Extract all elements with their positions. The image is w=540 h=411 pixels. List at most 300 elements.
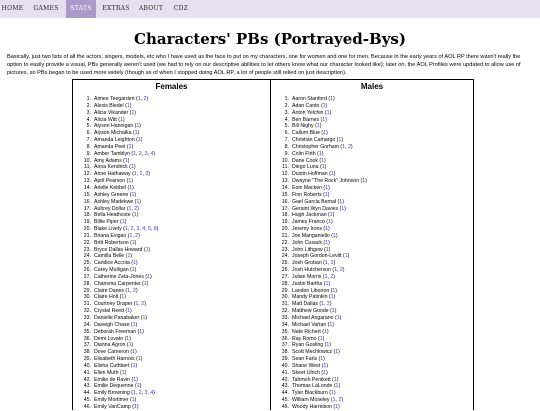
picture-link[interactable]: 1 (128, 178, 132, 185)
item-name: Deborah Freeman ( (94, 328, 140, 335)
item-name: Amber Tamblyn ( (94, 150, 134, 157)
picture-link[interactable]: 1 (318, 150, 322, 157)
picture-link[interactable]: 1 (136, 198, 140, 205)
picture-link[interactable]: 1 (362, 178, 366, 185)
picture-link[interactable]: 2 (330, 260, 334, 267)
item-number: 7. (86, 137, 91, 144)
item-name: Crystal Reed ( (94, 308, 128, 315)
item-name: Finn Roberts ( (292, 191, 325, 198)
item-name: Aubrey Dollar ( (94, 205, 129, 212)
picture-link[interactable]: 1 (136, 383, 140, 390)
item-name: Joseph Gordon-Levitt ( (292, 253, 345, 260)
item-name: Amanda Peet ( (94, 143, 129, 150)
item-name: Claire Holt ( (94, 294, 122, 301)
list-item: 1. Aimee Teegarden (1, 2) (75, 96, 158, 103)
list-item: 31. Courtney Draper (1, 2) (75, 301, 158, 308)
item-name: Adan Canto ( (292, 102, 323, 109)
picture-link[interactable]: 1 (322, 116, 326, 123)
males-column (271, 80, 473, 410)
pb-table (72, 79, 474, 410)
list-item: 3. Alicia Vikander (1) (75, 110, 158, 117)
item-number: 18. (281, 212, 289, 219)
list-item: 16. Gael Garcia Bernal (1) (273, 199, 367, 206)
picture-link[interactable]: 1 (325, 239, 329, 246)
list-item: 26. Josh Hutcherson (1, 2) (273, 267, 367, 274)
list-item: 7. Christian Camargo (1) (273, 137, 367, 144)
list-item: 19. James Franco (1) (273, 219, 367, 226)
item-number: 4. (284, 116, 289, 123)
picture-link[interactable]: 2 (330, 273, 334, 280)
item-number: 34. (281, 321, 289, 328)
nav-stats[interactable]: STATS (66, 0, 96, 18)
picture-link[interactable]: 1 (131, 239, 135, 246)
item-number: 10. (83, 157, 91, 164)
item-number: 22. (83, 239, 91, 246)
picture-link[interactable]: 1 (142, 315, 146, 321)
item-name: Ryan Gosling ( (292, 342, 327, 349)
item-number: 35. (281, 328, 289, 335)
picture-link[interactable]: 1 (128, 143, 132, 150)
picture-link[interactable]: 1 (339, 198, 343, 205)
picture-link[interactable]: 1 (320, 356, 324, 363)
item-number: 30. (281, 294, 289, 301)
picture-link[interactable]: 1 (324, 328, 327, 335)
item-name: Jeremy Irons ( (292, 226, 326, 233)
picture-link[interactable]: 1 (332, 287, 336, 294)
picture-link[interactable]: 1 (132, 362, 136, 369)
picture-link[interactable]: 4 (150, 390, 154, 397)
item-name: Alicia Witt ( (94, 116, 120, 123)
list-item: 22. John Cusack (1) (273, 240, 367, 247)
item-name: Julian Morris ( (292, 273, 325, 280)
list-item: 18. Hugh Jackman (1) (273, 212, 367, 219)
item-name: Joe Manganiello ( (292, 232, 333, 239)
list-item: 28. Charisma Carpenter (1) (75, 281, 158, 288)
picture-link[interactable]: 4 (142, 226, 146, 233)
list-item: 44. Emily Browning (1, 2, 3, 4) (75, 390, 158, 397)
picture-link[interactable]: 1 (319, 335, 323, 342)
item-name: Alyson Michalka ( (94, 130, 135, 137)
picture-link[interactable]: 1 (147, 273, 150, 280)
females-heading: Females (155, 82, 188, 91)
item-name: Matthew Goode ( (292, 308, 332, 315)
picture-link[interactable]: 3 (144, 150, 148, 157)
item-name: Shane West ( (292, 362, 324, 369)
picture-link[interactable]: 2 (132, 287, 136, 294)
list-item: 44. Tyler Blackburn (1) (273, 390, 367, 397)
item-name: Eoin Macken ( (292, 184, 326, 191)
item-name: Dove Cameron ( (94, 349, 133, 356)
list-item: 24. Camilla Belle (1) (75, 253, 158, 260)
picture-link[interactable]: 1 (326, 342, 330, 349)
list-item: 20. Jeremy Irons (1) (273, 226, 367, 233)
list-item: 6. Alyson Michalka (1) (75, 130, 158, 137)
picture-link[interactable]: 1 (136, 123, 140, 130)
picture-link[interactable]: 1 (133, 150, 137, 157)
picture-link[interactable]: 1 (134, 130, 138, 137)
list-item: 15. Ashley Greene (1) (75, 192, 158, 199)
item-name: Josh Groban ( (292, 260, 325, 267)
item-number: 46. (281, 403, 289, 410)
list-item: 34. Daveigh Chase (1) (75, 322, 158, 329)
item-number: 40. (281, 362, 289, 369)
item-number: 24. (281, 253, 289, 260)
item-name: Diego Luna ( (292, 164, 322, 171)
item-number: 10. (281, 157, 289, 164)
picture-link[interactable]: 1 (323, 362, 327, 369)
picture-link[interactable]: 2 (339, 267, 343, 274)
picture-link[interactable]: 1 (334, 267, 337, 274)
males-heading: Males (360, 82, 384, 91)
item-number: 33. (83, 315, 91, 321)
picture-link[interactable]: 1 (128, 342, 132, 349)
picture-link[interactable]: 6 (153, 226, 157, 233)
page-title: Characters' PBs (Portrayed-Bys) (134, 30, 406, 48)
item-number: 22. (281, 239, 289, 246)
item-number: 6. (284, 130, 289, 137)
picture-link[interactable]: 2 (139, 171, 143, 178)
item-number: 27. (281, 273, 289, 280)
picture-link[interactable]: 1 (133, 212, 137, 219)
item-number: 26. (281, 267, 289, 274)
item-number: 45. (83, 397, 91, 404)
picture-link[interactable]: 1 (335, 403, 339, 410)
list-item: 13. April Pearson (1) (75, 178, 158, 185)
item-number: 43. (281, 383, 289, 390)
picture-link[interactable]: 1 (131, 267, 135, 274)
item-number: 29. (281, 287, 289, 294)
nav-cdz[interactable]: CDZ (173, 5, 189, 12)
picture-link[interactable]: 3 (136, 226, 140, 233)
picture-link[interactable]: 1 (127, 287, 131, 294)
nav-about[interactable]: ABOUT (138, 5, 164, 12)
picture-link[interactable]: 1 (121, 219, 125, 226)
picture-link[interactable]: 1 (344, 253, 348, 260)
picture-link[interactable]: 1 (135, 301, 139, 308)
item-number: 8. (86, 143, 91, 150)
picture-link[interactable]: 1 (133, 376, 137, 383)
list-item: 17. Aubrey Dollar (1, 2) (75, 206, 158, 213)
list-item: 28. Justin Bartha (1) (273, 281, 367, 288)
picture-link[interactable]: 1 (129, 184, 133, 191)
item-number: 34. (83, 321, 91, 328)
picture-link[interactable]: 4 (150, 150, 154, 157)
item-number: 7. (284, 137, 289, 144)
picture-link[interactable]: 1 (342, 143, 346, 150)
list-item: 42. Tahmoh Penikett (1) (273, 377, 367, 384)
item-name: Briana Evigan ( (94, 232, 130, 239)
item-name: James Franco ( (292, 219, 329, 226)
list-item: 37. Dianna Agron (1) (75, 342, 158, 349)
item-number: 20. (281, 226, 289, 233)
list-item: 35. Nate Richert (1) (273, 329, 367, 336)
picture-link[interactable]: 1 (131, 191, 135, 198)
item-number: 28. (83, 280, 91, 287)
item-number: 6. (86, 130, 91, 137)
picture-link[interactable]: 2 (134, 205, 138, 212)
list-item: 20. Blake Lively (1, 2, 3, 4, 5, 6) (75, 226, 158, 233)
list-item: 46. Woody Harrelson (1) (273, 404, 367, 411)
item-number: 31. (281, 301, 289, 308)
item-number: 16. (83, 198, 91, 205)
item-name: Anna Kendrick ( (94, 164, 131, 171)
list-item: 23. Bryce Dallas Howard (1) (75, 247, 158, 254)
item-number: 36. (281, 335, 289, 342)
top-nav (0, 0, 540, 18)
picture-link[interactable]: 1 (321, 164, 325, 171)
item-name: Skeet Ulrich ( (292, 369, 324, 376)
item-name: Mandy Patinkin ( (292, 294, 331, 301)
item-name: Elisha Cuthbert ( (94, 362, 133, 369)
picture-link[interactable]: 1 (326, 109, 330, 116)
item-name: Emilie de Ravin ( (94, 376, 134, 383)
list-item: 21. Briana Evigan (1, 2) (75, 233, 158, 240)
item-number: 42. (281, 376, 289, 383)
item-number: 14. (281, 184, 289, 191)
picture-link[interactable]: 1 (336, 315, 340, 321)
item-number: 23. (83, 246, 91, 253)
picture-link[interactable]: 1 (145, 246, 149, 253)
picture-link[interactable]: 1 (132, 260, 136, 267)
picture-link[interactable]: 1 (325, 246, 329, 253)
item-name: Britt Robertson ( (94, 239, 132, 246)
item-name: Catherine Zeta-Jones ( (94, 273, 148, 280)
item-name: Sean Faris ( (292, 356, 321, 363)
picture-link[interactable]: 1 (321, 301, 325, 308)
item-name: Ellen Muth ( (94, 369, 122, 376)
picture-link[interactable]: 1 (133, 403, 137, 410)
item-number: 9. (284, 150, 289, 157)
picture-link[interactable]: 1 (137, 356, 141, 363)
picture-link[interactable]: 2 (138, 390, 142, 397)
picture-link[interactable]: 1 (316, 123, 320, 130)
picture-link[interactable]: 3 (145, 171, 149, 178)
item-name: Dwayne "The Rock" Johnson ( (292, 178, 363, 185)
picture-link[interactable]: 1 (333, 376, 337, 383)
picture-link[interactable]: 1 (322, 102, 326, 109)
picture-link[interactable]: 1 (143, 280, 147, 287)
list-item: 43. Thomas LaLonde (1) (273, 383, 367, 390)
list-item: 42. Emilie de Ravin (1) (75, 377, 158, 384)
item-number: 39. (281, 356, 289, 363)
picture-link[interactable]: 1 (323, 130, 327, 137)
item-name: John Lithgow ( (292, 246, 326, 253)
list-item: 17. Geraint Wyn Davies (1) (273, 206, 367, 213)
picture-link[interactable]: 2 (141, 301, 145, 308)
picture-link[interactable]: 1 (325, 280, 329, 287)
item-number: 31. (83, 301, 91, 308)
item-number: 2. (86, 102, 91, 109)
list-item: 14. Eoin Macken (1) (273, 185, 367, 192)
list-item: 22. Britt Robertson (1) (75, 240, 158, 247)
picture-link[interactable]: 3 (144, 390, 148, 397)
item-name: Courtney Draper ( (94, 301, 136, 308)
picture-link[interactable]: 1 (127, 253, 131, 260)
item-name: Landon Liboiron ( (292, 287, 333, 294)
list-item: 36. Demi Lovato (1) (75, 336, 158, 343)
picture-link[interactable]: 5 (147, 226, 151, 233)
item-number: 9. (86, 150, 91, 157)
picture-link[interactable]: 2 (130, 226, 134, 233)
picture-link[interactable]: 1 (137, 96, 141, 102)
item-name: Ashley Greene ( (94, 191, 132, 198)
picture-link[interactable]: 1 (324, 260, 328, 267)
item-number: 38. (83, 349, 91, 356)
item-number: 32. (281, 308, 289, 315)
item-number: 44. (83, 390, 91, 397)
item-name: Dustin Hoffman ( (292, 171, 331, 178)
picture-link[interactable]: 2 (347, 143, 351, 150)
picture-link[interactable]: 2 (326, 301, 330, 308)
picture-link[interactable]: 1 (331, 308, 335, 315)
list-item: 25. Candice Accola (1) (75, 260, 158, 267)
picture-link[interactable]: 2 (338, 397, 342, 404)
picture-link[interactable]: 1 (131, 397, 135, 404)
item-name: Colin Firth ( (292, 150, 319, 157)
picture-link[interactable]: 1 (330, 96, 333, 102)
item-number: 14. (83, 184, 91, 191)
item-name: Thomas LaLonde ( (292, 383, 336, 390)
picture-link[interactable]: 1 (130, 164, 134, 171)
item-number: 46. (83, 403, 91, 410)
item-name: Camilla Belle ( (94, 253, 128, 260)
item-number: 19. (281, 219, 289, 226)
nav-extras[interactable]: EXTRAS (102, 5, 130, 12)
item-number: 12. (281, 171, 289, 178)
picture-link[interactable]: 1 (328, 219, 331, 226)
item-name: Gael Garcia Bernal ( (292, 198, 340, 205)
item-number: 45. (281, 397, 289, 404)
list-item: 15. Finn Roberts (1) (273, 192, 367, 199)
item-number: 13. (83, 178, 91, 185)
picture-link[interactable]: 1 (121, 369, 125, 376)
item-number: 1. (86, 96, 91, 102)
picture-link[interactable]: 1 (330, 294, 334, 301)
list-item: 38. Scott Mechlowicz (1) (273, 349, 367, 356)
list-item: 39. Elisabeth Harnois (1) (75, 356, 158, 363)
picture-link[interactable]: 2 (135, 232, 139, 239)
item-name: Alyson Hannigan ( (94, 123, 137, 130)
picture-link[interactable]: 1 (124, 157, 128, 164)
picture-link[interactable]: 1 (329, 212, 333, 219)
item-name: John Cusack ( (292, 239, 326, 246)
picture-link[interactable]: 1 (324, 191, 328, 198)
list-item: 29. Claire Danes (1, 2) (75, 288, 158, 295)
item-number: 12. (83, 171, 91, 178)
list-item: 6. Callum Blue (1) (273, 130, 367, 137)
intro-paragraph: Basically, just two lists of all the actors, singers, models, etc who I have used as the face to put on my characters, one for women and one for men. Because in the early years of AOL RP there wasn't really the option to easily provide a visual, PBs generally weren't used (we had to rely on our descriptive abilities to let others know what our character looked like); later on, the AOL Profiles were updated to allow use of pictures, so PBs began to be used more widely (though as of when I stopped doing AOL RP, a lot of people still relied on just description). (7, 54, 521, 76)
item-name: Aimee Teegarden ( (94, 96, 138, 102)
item-number: 42. (83, 376, 91, 383)
item-number: 2. (284, 102, 289, 109)
nav-games[interactable]: GAMES (33, 5, 59, 12)
list-item: 35. Deborah Freeman (1) (75, 329, 158, 336)
picture-link[interactable]: 1 (323, 369, 327, 376)
list-item: 19. Billie Piper (1) (75, 219, 158, 226)
item-number: 8. (284, 143, 289, 150)
picture-link[interactable]: 1 (330, 171, 334, 178)
item-name: Christopher Gorham ( (292, 143, 343, 150)
picture-link[interactable]: 1 (335, 349, 339, 356)
picture-link[interactable]: 1 (128, 205, 132, 212)
list-item: 18. Bella Heathcote (1) (75, 212, 158, 219)
males-list (273, 96, 367, 411)
picture-link[interactable]: 1 (132, 321, 136, 328)
list-item: 25. Josh Groban (1, 2) (273, 260, 367, 267)
picture-link[interactable]: 1 (126, 335, 130, 342)
item-number: 28. (281, 280, 289, 287)
picture-link[interactable]: 1 (329, 321, 333, 328)
picture-link[interactable]: 1 (126, 102, 130, 109)
list-item: 30. Claire Holt (1) (75, 294, 158, 301)
list-item: 40. Shane West (1) (273, 363, 367, 370)
item-name: Emily VanCamp ( (94, 403, 134, 410)
picture-link[interactable]: 1 (139, 328, 143, 335)
list-item: 36. Ray Romo (1) (273, 336, 367, 343)
list-item: 10. Dane Cook (1) (273, 158, 367, 165)
picture-link[interactable]: 1 (121, 294, 125, 301)
picture-link[interactable]: 1 (137, 137, 141, 144)
item-number: 16. (281, 198, 289, 205)
item-number: 35. (83, 328, 91, 335)
picture-link[interactable]: 1 (124, 226, 128, 233)
list-item: 31. Matt Dallas (1, 2) (273, 301, 367, 308)
item-number: 11. (84, 164, 91, 171)
picture-link[interactable]: 1 (132, 349, 135, 356)
picture-link[interactable]: 1 (335, 383, 339, 390)
picture-link[interactable]: 1 (341, 205, 345, 212)
item-name: Dane Cook ( (292, 157, 322, 164)
list-item: 5. Bill Nighy (1) (273, 123, 367, 130)
list-item: 34. Michael Vartan (1) (273, 322, 367, 329)
picture-link[interactable]: 1 (129, 232, 133, 239)
picture-link[interactable]: 1 (338, 137, 342, 144)
item-number: 25. (83, 260, 91, 267)
picture-link[interactable]: 1 (133, 171, 137, 178)
picture-link[interactable]: 1 (325, 184, 329, 191)
picture-link[interactable]: 1 (325, 226, 329, 233)
item-number: 21. (281, 232, 289, 239)
picture-link[interactable]: 1 (330, 390, 334, 397)
picture-link[interactable]: 2 (138, 150, 142, 157)
picture-link[interactable]: 2 (143, 96, 147, 102)
item-number: 18. (83, 212, 91, 219)
item-name: Justin Bartha ( (292, 280, 326, 287)
picture-link[interactable]: 1 (332, 397, 336, 404)
list-item: 11. Anna Kendrick (1) (75, 164, 158, 171)
item-name: Alexis Bledel ( (94, 102, 127, 109)
item-number: 44. (281, 390, 289, 397)
picture-link[interactable]: 1 (321, 157, 325, 164)
item-number: 37. (281, 342, 289, 349)
nav-home[interactable]: HOME (1, 5, 24, 12)
item-name: Michael Vartan ( (292, 321, 330, 328)
item-name: Claire Danes ( (94, 287, 128, 294)
item-name: Emily Mortimer ( (94, 397, 132, 404)
item-name: Bella Heathcote ( (94, 212, 134, 219)
item-name: Anton Yelchin ( (292, 109, 327, 116)
list-item: 2. Adan Canto (1) (273, 103, 367, 110)
item-name: Carey Mulligan ( (94, 267, 132, 274)
picture-link[interactable]: 1 (132, 390, 136, 397)
picture-link[interactable]: 1 (119, 116, 123, 123)
picture-link[interactable]: 1 (324, 273, 328, 280)
list-item: 10. Amy Adams (1) (75, 158, 158, 165)
picture-link[interactable]: 1 (127, 308, 131, 315)
picture-link[interactable]: 1 (131, 109, 135, 116)
picture-link[interactable]: 1 (332, 232, 336, 239)
item-number: 36. (83, 335, 91, 342)
